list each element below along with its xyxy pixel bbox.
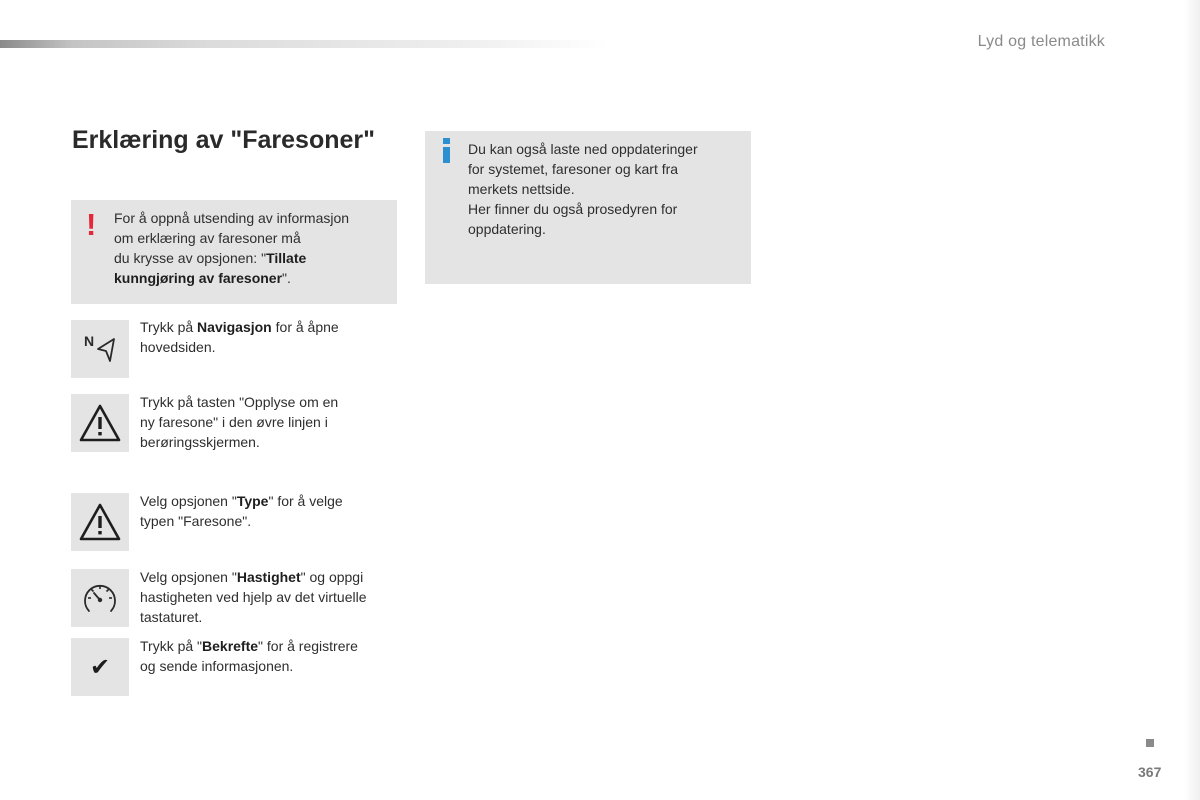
warning-note-text: For å oppnå utsending av informasjon om erklæring av faresoner må du krysse av opsjonen: "Tillate kunngjøring av faresoner".	[114, 210, 350, 286]
step-3-text: Velg opsjonen "Type" for å velge typen "Faresone".	[140, 493, 343, 529]
page-corner-mark	[1146, 739, 1154, 747]
exclamation-icon: !	[86, 207, 97, 242]
header-gradient-bar	[0, 40, 610, 48]
info-icon	[443, 138, 450, 164]
step-5-text: Trykk på "Bekrefte" for å registrere og sende informasjonen.	[140, 638, 358, 674]
section-title: Lyd og telematikk	[977, 33, 1105, 50]
step-4-text: Velg opsjonen "Hastighet" og oppgi hastigheten ved hjelp av det virtuelle tastaturet.	[140, 569, 367, 625]
step-1-text: Trykk på Navigasjon for å åpne hovedsiden.	[140, 319, 339, 355]
navigation-n-letter: N	[84, 333, 95, 349]
checkmark-icon	[71, 638, 129, 696]
step-2-text: Trykk på tasten "Opplyse om en ny faresone" i den øvre linjen i berøringsskjermen.	[140, 394, 339, 450]
info-note-text: Du kan også laste ned oppdateringer for systemet, faresoner og kart fra merkets nettside. Her finner du også prosedyren for oppdatering.	[468, 141, 698, 237]
speedometer-icon	[71, 569, 129, 627]
navigation-icon	[71, 320, 129, 378]
warning-triangle-icon	[71, 493, 129, 551]
page-edge-shadow	[1184, 0, 1200, 800]
page-number: 367	[1138, 764, 1162, 780]
warning-triangle-icon	[71, 394, 129, 452]
checkmark-glyph: ✔	[89, 653, 111, 681]
page-heading: Erklæring av "Faresoner"	[72, 126, 375, 154]
